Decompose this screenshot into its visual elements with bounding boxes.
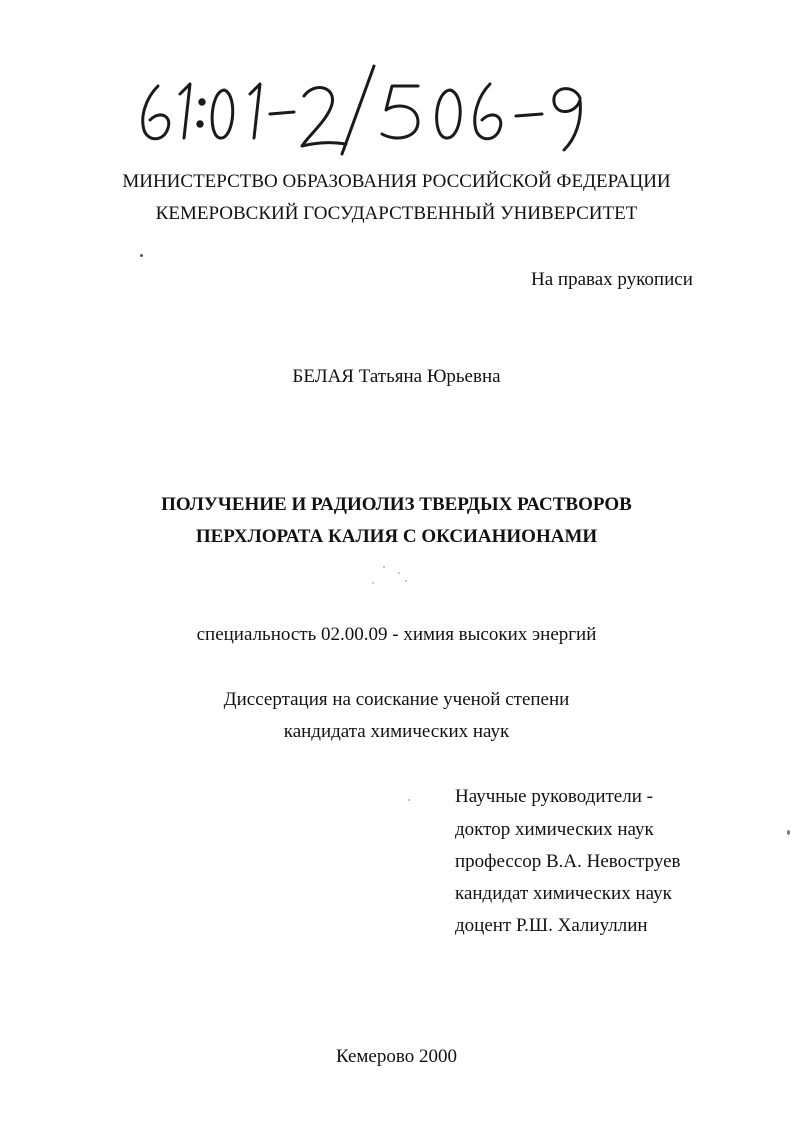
university-heading: КЕМЕРОВСКИЙ ГОСУДАРСТВЕННЫЙ УНИВЕРСИТЕТ: [155, 203, 638, 224]
manuscript-note: На правах рукописи: [531, 269, 693, 290]
supervisor-1-degree: доктор химических наук: [455, 819, 654, 840]
supervisor-1-name: профессор В.А. Невоструев: [455, 851, 681, 872]
supervisor-2-degree: кандидат химических наук: [455, 883, 672, 904]
thesis-title-line-2: ПЕРХЛОРАТА КАЛИЯ С ОКСИАНИОНАМИ: [195, 526, 598, 547]
city-year: Кемерово 2000: [336, 1046, 457, 1067]
dissertation-line-1: Диссертация на соискание ученой степени: [223, 689, 570, 710]
scan-speck: [372, 582, 374, 584]
thesis-title-line-1: ПОЛУЧЕНИЕ И РАДИОЛИЗ ТВЕРДЫХ РАСТВОРОВ: [161, 494, 632, 515]
scan-speck: [383, 566, 385, 568]
scan-speck: [140, 254, 143, 257]
supervisor-2-name: доцент Р.Ш. Халиуллин: [455, 915, 648, 936]
specialty-line: специальность 02.00.09 - химия высоких энергий: [196, 624, 597, 645]
scan-speck: [405, 580, 407, 582]
scan-speck: [787, 830, 790, 835]
scan-speck: [408, 799, 410, 801]
scan-speck: [398, 572, 400, 574]
ministry-heading: МИНИСТЕРСТВО ОБРАЗОВАНИЯ РОССИЙСКОЙ ФЕДЕРАЦИИ: [122, 171, 671, 192]
author-name: БЕЛАЯ Татьяна Юрьевна: [292, 366, 501, 387]
handwritten-archive-code: [128, 58, 608, 158]
supervisors-heading: Научные руководители -: [455, 786, 653, 807]
dissertation-line-2: кандидата химических наук: [283, 721, 510, 742]
